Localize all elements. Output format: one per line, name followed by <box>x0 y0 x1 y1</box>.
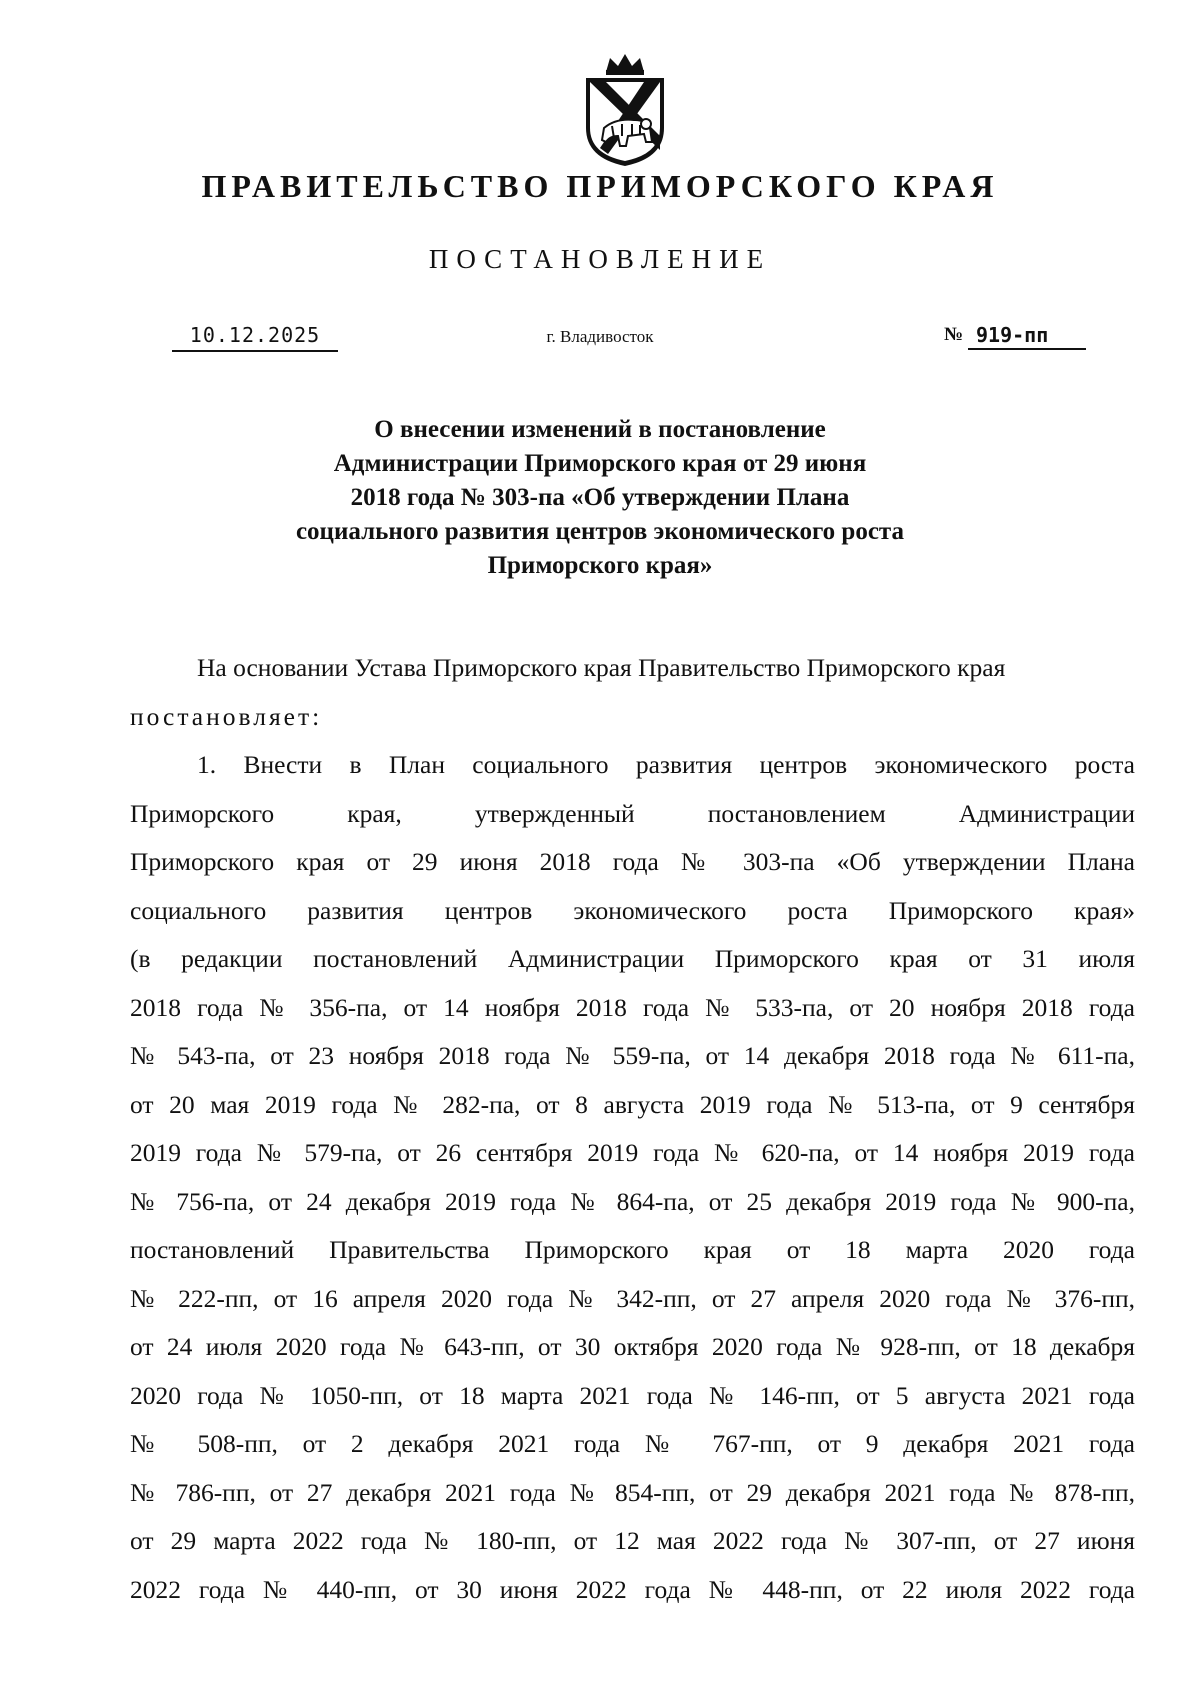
preamble-line: На основании Устава Приморского края Правительство Приморского края <box>197 653 1006 682</box>
body-line: 1. Внести в План социального развития центров экономического роста <box>197 750 1135 779</box>
document-number: 919-пп <box>968 322 1086 350</box>
subject-line: Администрации Приморского края от 29 июня <box>333 450 867 477</box>
body-line: 2020 года № 1050-пп, от 18 марта 2021 года № 146-пп, от 5 августа 2021 года <box>130 1380 1135 1410</box>
body-line: Приморского края, утвержденный постановлением Администрации <box>130 798 1135 828</box>
document-subject <box>200 413 1000 583</box>
document-city: г. Владивосток <box>546 327 654 346</box>
body-line: 2019 года № 579-па, от 26 сентября 2019 года № 620-па, от 14 ноября 2019 года <box>130 1138 1135 1167</box>
subject-line: 2018 года № 303-па «Об утверждении Плана <box>350 484 850 511</box>
body-line: (в редакции постановлений Администрации Приморского края от 31 июля <box>130 944 1135 973</box>
body-line: от 24 июля 2020 года № 643-пп, от 30 октября 2020 года № 928-пп, от 18 декабря <box>130 1332 1135 1361</box>
body-line: 2018 года № 356-па, от 14 ноября 2018 года № 533-па, от 20 ноября 2018 года <box>130 992 1135 1022</box>
body-line: № 786-пп, от 27 декабря 2021 года № 854-пп, от 29 декабря 2021 года № 878-пп, <box>130 1477 1135 1507</box>
coat-of-arms-icon <box>570 50 680 170</box>
subject-line: социального развития центров экономического роста <box>295 518 905 545</box>
subject-line: Приморского края» <box>487 552 713 579</box>
number-sign: № <box>944 324 964 345</box>
preamble-line: постановляет: <box>130 701 323 731</box>
document-number-field <box>944 320 1086 350</box>
organization-title: ПРАВИТЕЛЬСТВО ПРИМОРСКОГО КРАЯ <box>201 168 999 204</box>
body-line: № 222-пп, от 16 апреля 2020 года № 342-пп, от 27 апреля 2020 года № 376-пп, <box>130 1283 1135 1313</box>
subject-line: О внесении изменений в постановление <box>374 416 826 443</box>
body-line: постановлений Правительства Приморского края от 18 марта 2020 года <box>130 1235 1135 1264</box>
body-line: № 508-пп, от 2 декабря 2021 года № 767-пп, от 9 декабря 2021 года <box>130 1429 1135 1458</box>
body-line: № 543-па, от 23 ноября 2018 года № 559-па, от 14 декабря 2018 года № 611-па, <box>130 1041 1135 1070</box>
document-type: ПОСТАНОВЛЕНИЕ <box>428 244 772 274</box>
body-line: Приморского края от 29 июня 2018 года № 303-па «Об утверждении Плана <box>130 847 1135 876</box>
document-date: 10.12.2025 <box>172 322 338 352</box>
document-body <box>130 644 1135 1614</box>
body-line: от 29 марта 2022 года № 180-пп, от 12 мая 2022 года № 307-пп, от 27 июня <box>130 1526 1135 1555</box>
body-line: 2022 года № 440-пп, от 30 июня 2022 года № 448-пп, от 22 июля 2022 года <box>130 1574 1135 1604</box>
body-line: социального развития центров экономического роста Приморского края» <box>130 895 1135 925</box>
body-line: от 20 мая 2019 года № 282-па, от 8 августа 2019 года № 513-па, от 9 сентября <box>130 1089 1135 1119</box>
body-line: № 756-па, от 24 декабря 2019 года № 864-па, от 25 декабря 2019 года № 900-па, <box>130 1186 1135 1216</box>
